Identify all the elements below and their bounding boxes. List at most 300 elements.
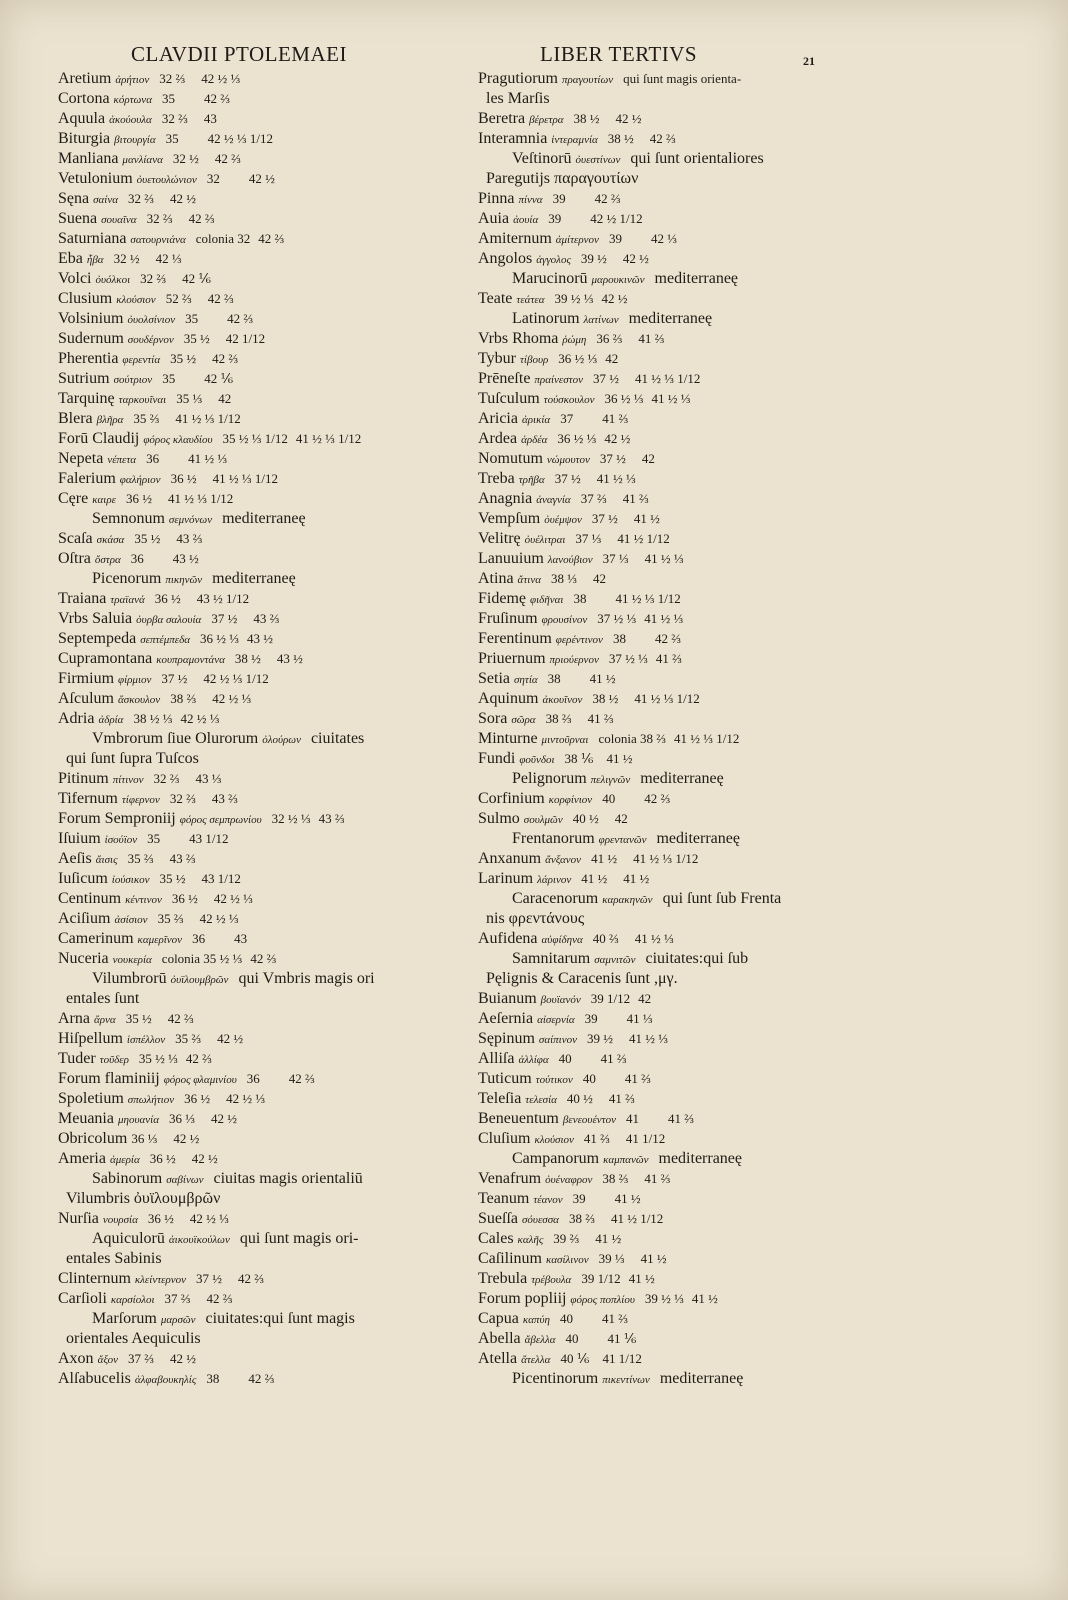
longitude-value: 41 <box>626 1111 639 1126</box>
greek-name: φιδῆναι <box>530 594 564 606</box>
place-entry <box>58 589 458 609</box>
place-name: Forum popliĳ <box>478 1290 567 1307</box>
longitude-value: 36 <box>246 1071 260 1086</box>
region-description: mediterraneę <box>658 1150 742 1167</box>
place-entry <box>478 749 838 769</box>
latitude-value: 42 ½ ⅓ <box>213 891 253 906</box>
latitude-value: 41 ½ ⅓ <box>651 391 691 406</box>
greek-name: ἀσίσιον <box>114 914 148 926</box>
place-name: Corfinium <box>478 790 545 807</box>
greek-name: ἀρικία <box>521 414 551 426</box>
latitude-value: 41 ½ <box>623 871 650 886</box>
place-name: Manliana <box>58 150 119 167</box>
longitude-value: 35 <box>165 131 179 146</box>
greek-name: ἄτινα <box>517 574 541 586</box>
greek-name: τίβουρ <box>519 354 549 366</box>
latitude-value: 41 ½ 1/12 <box>617 531 670 546</box>
place-name: Meuania <box>58 1110 114 1127</box>
place-entry <box>478 109 838 129</box>
greek-name: τοῦδερ <box>99 1054 129 1066</box>
latitude-value: 41 ½ ⅓ <box>634 931 674 946</box>
latitude-value: 43 <box>234 931 248 946</box>
longitude-value: 37 <box>560 411 574 426</box>
greek-name: σκάσα <box>96 534 125 546</box>
greek-name: φόρος ποπλίου <box>570 1294 635 1306</box>
latitude-value: 43 ⅓ <box>195 771 222 786</box>
greek-name: πικεντίνων <box>602 1374 650 1386</box>
longitude-value: 40 ⅔ <box>592 931 619 946</box>
latitude-value: 42 ⅔ <box>288 1071 315 1086</box>
latitude-value: 42 ⅔ <box>207 291 234 306</box>
place-entry <box>478 469 838 489</box>
region-description: ciuitas magis orientaliū <box>213 1170 363 1187</box>
greek-name: ὀυέλιτραι <box>524 534 566 546</box>
place-entry <box>478 429 838 449</box>
region-name: Caracenorum <box>512 890 599 907</box>
place-entry <box>478 289 838 309</box>
place-name: Cluſium <box>478 1130 531 1147</box>
latitude-value: 41 ½ 1/12 <box>610 1211 664 1226</box>
longitude-value: 38 ½ <box>607 131 634 146</box>
latitude-value: 42 ⅔ <box>185 1051 212 1066</box>
longitude-value: 39 <box>548 211 562 226</box>
greek-name: κορφίνιον <box>548 794 593 806</box>
longitude-value: 36 ½ <box>154 591 181 606</box>
running-head-left: CLAVDII PTOLEMAEI <box>131 42 347 66</box>
place-entry <box>478 369 838 389</box>
place-name: Centinum <box>58 890 122 907</box>
region-heading <box>58 1309 458 1329</box>
latitude-value: 43 ⅔ <box>318 811 345 826</box>
continuation-line: Pęlignis & Caracenis ſunt ,μγ. <box>486 970 678 987</box>
region-name: Picenorum <box>92 570 162 587</box>
greek-name: βουϊανόν <box>540 994 581 1006</box>
greek-name: καρακηνῶν <box>602 894 653 906</box>
longitude-value: 37 ⅔ <box>580 491 607 506</box>
longitude-value: 35 ½ <box>159 871 186 886</box>
place-name: Adria <box>58 710 95 727</box>
place-name: Aufidena <box>478 930 538 947</box>
greek-name: ἀρδέα <box>521 434 548 446</box>
place-name: Venafrum <box>478 1170 542 1187</box>
place-entry <box>478 1229 838 1249</box>
longitude-value: 39 1/12 <box>590 991 631 1006</box>
region-name: Sabinorum <box>92 1170 163 1187</box>
place-entry <box>478 1169 838 1189</box>
longitude-value: 35 ½ <box>170 351 197 366</box>
longitude-value: 35 <box>147 831 161 846</box>
place-name: Cupramontana <box>58 650 153 667</box>
longitude-value: 38 <box>206 1371 220 1386</box>
latitude-value: 41 ⅔ <box>587 711 614 726</box>
region-name: Marſorum <box>92 1310 157 1327</box>
latitude-value: 43 1/12 <box>201 871 241 886</box>
greek-name: ὀλούρων <box>262 734 301 746</box>
longitude-value: 37 ⅔ <box>164 1291 191 1306</box>
region-name: Samnitarum <box>512 950 591 967</box>
longitude-value: 38 ⅔ <box>602 1171 629 1186</box>
greek-name: αὐφίδηνα <box>541 934 583 946</box>
greek-name: ὄστρα <box>94 554 121 566</box>
place-name: Minturne <box>478 730 538 747</box>
latitude-value: 43 ½ <box>172 551 199 566</box>
place-name: Forū Claudij <box>58 430 140 447</box>
latitude-value: 42 ⅓ <box>650 231 677 246</box>
place-name: Nomutum <box>478 450 543 467</box>
longitude-value: 35 ⅔ <box>175 1031 202 1046</box>
left-column <box>58 69 458 1389</box>
longitude-value: 35 <box>161 91 175 106</box>
greek-name: ἀδρία <box>98 714 124 726</box>
place-name: Carſioli <box>58 1290 107 1307</box>
place-entry <box>58 69 458 89</box>
longitude-value: 32 ⅔ <box>146 211 173 226</box>
longitude-value: 37 ½ <box>196 1271 223 1286</box>
region-heading <box>58 1169 458 1189</box>
place-name: Fruſinum <box>478 610 538 627</box>
greek-name: σαμνιτῶν <box>594 954 636 966</box>
greek-name: κλούσιον <box>116 294 156 306</box>
latitude-value: 42 ½ <box>173 1131 200 1146</box>
place-entry <box>478 809 838 829</box>
place-entry <box>58 189 458 209</box>
place-entry <box>478 709 838 729</box>
longitude-value: 38 ⅔ <box>170 691 197 706</box>
longitude-value: 39 ½ <box>580 251 607 266</box>
greek-name: ἄβελλα <box>524 1334 556 1346</box>
latitude-value: 42 ½ <box>191 1151 218 1166</box>
longitude-value: 37 ½ <box>599 451 626 466</box>
place-entry <box>58 1129 458 1149</box>
latitude-value: 42 <box>218 391 232 406</box>
latitude-value: 42 ½ <box>217 1031 244 1046</box>
latitude-value: 42 ⅔ <box>206 1291 233 1306</box>
latitude-value: 41 ½ <box>589 671 616 686</box>
greek-name: καλῆς <box>517 1234 544 1246</box>
place-entry <box>478 1009 838 1029</box>
region-heading <box>58 509 458 529</box>
greek-name: σούτριον <box>113 374 153 386</box>
longitude-value: 40 <box>565 1331 579 1346</box>
latitude-value: 41 ½ ⅓ <box>644 551 684 566</box>
latitude-value: 42 <box>605 351 619 366</box>
latitude-value: 42 ½ <box>615 111 642 126</box>
place-name: Blera <box>58 410 93 427</box>
greek-name: ἄισις <box>95 854 118 866</box>
place-name: Atella <box>478 1350 518 1367</box>
longitude-value: 32 ⅔ <box>140 271 167 286</box>
longitude-value: 36 ½ <box>149 1151 176 1166</box>
longitude-value: 41 ½ <box>581 871 608 886</box>
place-name: Trebula <box>478 1270 528 1287</box>
region-name: Vmbrorum ſiue Olurorum <box>92 730 259 747</box>
place-name: Auia <box>478 210 510 227</box>
greek-name: σουαῖνα <box>101 214 137 226</box>
place-entry <box>58 449 458 469</box>
longitude-value: 35 ½ <box>125 1011 152 1026</box>
latitude-value: 41 ½ ⅓ 1/12 <box>674 731 740 746</box>
longitude-value: 37 ½ <box>211 611 238 626</box>
longitude-value: 38 ⅔ <box>545 711 572 726</box>
greek-name: ταρκουῖναι <box>118 394 167 406</box>
latitude-value: 42 ⅔ <box>203 91 230 106</box>
longitude-value: 36 ⅓ <box>169 1111 195 1126</box>
greek-name: κέντινον <box>125 894 162 906</box>
place-name: Saturniana <box>58 230 127 247</box>
longitude-value: 32 ⅔ <box>128 191 155 206</box>
longitude-value: 39 ½ ⅓ <box>554 291 594 306</box>
latitude-value: 42 ⅔ <box>654 631 681 646</box>
longitude-value: 40 <box>559 1311 573 1326</box>
place-entry <box>58 229 458 249</box>
place-name: Pitinum <box>58 770 109 787</box>
place-name: Axon <box>58 1350 94 1367</box>
place-entry <box>58 709 458 729</box>
place-name: Septempeda <box>58 630 137 647</box>
place-entry <box>58 369 458 389</box>
latitude-value: 41 ⅔ <box>622 491 649 506</box>
place-entry <box>478 869 838 889</box>
place-entry <box>478 689 838 709</box>
place-name: Aeſis <box>58 850 92 867</box>
place-entry <box>58 1349 458 1369</box>
greek-name: ἰούσικον <box>111 874 150 886</box>
longitude-value: 38 <box>573 591 587 606</box>
greek-name: ὀυέμψον <box>544 514 582 526</box>
longitude-value: 32 ⅔ <box>169 791 196 806</box>
longitude-value: 37 ½ <box>591 511 618 526</box>
longitude-value: 36 ½ ⅓ <box>557 431 597 446</box>
region-heading <box>478 149 838 169</box>
latitude-value: 42 ½ ⅓ <box>199 911 239 926</box>
place-name: Interamnia <box>478 130 548 147</box>
greek-name: πικηνῶν <box>165 574 203 586</box>
longitude-value: 32 ½ <box>113 251 140 266</box>
greek-name: πελιγνῶν <box>590 774 631 786</box>
greek-name: τεάτεα <box>516 294 545 306</box>
greek-name: ἰντεραμνία <box>551 134 598 146</box>
place-entry <box>58 829 458 849</box>
latitude-value: 42 ⅔ <box>644 791 671 806</box>
place-entry <box>58 89 458 109</box>
longitude-value: 32 ⅔ <box>153 771 180 786</box>
place-entry <box>58 529 458 549</box>
place-name: Tuſculum <box>478 390 540 407</box>
latitude-value: 42 ⅔ <box>649 131 676 146</box>
latitude-value: 42 <box>614 811 628 826</box>
latitude-value: 41 ½ ⅓ 1/12 <box>295 431 362 446</box>
latitude-value: 41 ⅔ <box>624 1071 651 1086</box>
region-description: qui ſunt magis ori- <box>239 1230 359 1247</box>
place-name: Spoletium <box>58 1090 124 1107</box>
longitude-value: 39 <box>608 231 622 246</box>
latitude-value: 41 ⅔ <box>608 1091 635 1106</box>
place-entry <box>58 789 458 809</box>
place-entry <box>58 1009 458 1029</box>
place-entry <box>478 789 838 809</box>
place-entry <box>58 909 458 929</box>
latitude-value: 41 ½ ⅓ <box>188 451 228 466</box>
longitude-value: 36 <box>192 931 206 946</box>
place-name: Teanum <box>478 1190 530 1207</box>
place-name: Aretium <box>58 70 112 87</box>
longitude-value: 38 ½ <box>234 651 261 666</box>
longitude-value: 39 <box>584 1011 598 1026</box>
latitude-value: 41 1/12 <box>625 1131 666 1146</box>
place-entry <box>478 189 838 209</box>
region-heading <box>478 309 838 329</box>
place-name: Prēneſte <box>478 370 531 387</box>
place-entry <box>58 329 458 349</box>
latitude-value: 42 ½ ⅓ <box>226 1091 266 1106</box>
place-entry <box>478 669 838 689</box>
place-name: Cęre <box>58 490 89 507</box>
place-entry <box>58 1069 458 1089</box>
greek-name: σῶρα <box>511 714 536 726</box>
greek-name: τραϊανά <box>110 594 145 606</box>
place-name: Treba <box>478 470 515 487</box>
longitude-value: 36 <box>146 451 160 466</box>
longitude-value: 39 <box>572 1191 586 1206</box>
place-name: Vempſum <box>478 510 541 527</box>
place-entry <box>478 449 838 469</box>
place-entry <box>478 389 838 409</box>
longitude-value: 37 ⅔ <box>127 1351 154 1366</box>
greek-name: τελεσία <box>525 1094 557 1106</box>
longitude-value: 41 ⅔ <box>583 1131 610 1146</box>
longitude-value: 36 ½ ⅓ <box>558 351 598 366</box>
place-name: Pherentia <box>58 350 119 367</box>
greek-name: ἱσπέλλον <box>126 1034 166 1046</box>
region-description: ciuitates <box>310 730 365 747</box>
greek-name: σπωλήτιον <box>127 1094 175 1106</box>
place-name: Amiternum <box>478 230 552 247</box>
region-description: ciuitates:qui ſunt magis <box>205 1310 355 1327</box>
greek-name: φρεντανῶν <box>598 834 647 846</box>
running-head-center: LIBER TERTIVS <box>540 42 698 66</box>
greek-name: σαίπινον <box>538 1034 577 1046</box>
region-heading <box>478 269 838 289</box>
place-name: Clusium <box>58 290 113 307</box>
right-column <box>478 69 838 1389</box>
longitude-value: 37 ½ <box>593 371 620 386</box>
longitude-value: 39 <box>552 191 566 206</box>
place-entry <box>58 389 458 409</box>
region-name: Marucinorū <box>512 270 588 287</box>
latitude-value: 41 ⅔ <box>600 1051 627 1066</box>
greek-name: φαλήριον <box>119 474 161 486</box>
longitude-value: 36 ½ <box>184 1091 211 1106</box>
longitude-value: 35 ½ <box>134 531 161 546</box>
place-entry <box>478 69 838 89</box>
place-name: Fidemę <box>478 590 526 607</box>
continuation-line: nis φρεντάνους <box>486 910 585 927</box>
greek-name: ὀυόλκοι <box>95 274 131 286</box>
place-name: Volci <box>58 270 92 287</box>
greek-name: αἰσερνία <box>537 1014 575 1026</box>
greek-name: καρσίολοι <box>110 1294 155 1306</box>
place-name: Teate <box>478 290 513 307</box>
greek-name: ἄξον <box>97 1354 118 1366</box>
greek-name: λάρινον <box>537 874 572 886</box>
longitude-value: 35 ⅔ <box>133 411 160 426</box>
greek-name: ὀυϊλουμβρῶν <box>170 974 229 986</box>
region-description: ciuitates:qui ſub <box>645 950 749 967</box>
place-entry <box>478 1189 838 1209</box>
greek-name: ἀκούουλα <box>109 114 152 126</box>
longitude-value: 36 ⅓ <box>131 1131 158 1146</box>
longitude-value: 38 ½ <box>592 691 619 706</box>
place-entry <box>478 1289 838 1309</box>
longitude-value: 37 ⅓ <box>575 531 602 546</box>
longitude-value: 36 ½ ⅓ <box>200 631 239 646</box>
longitude-value: 35 ½ <box>183 331 210 346</box>
greek-name: πίτινον <box>112 774 144 786</box>
place-name: Alſabucelis <box>58 1370 131 1387</box>
latitude-value: 42 ⅔ <box>212 351 239 366</box>
region-name: Semnonum <box>92 510 165 527</box>
greek-name: πραίνεστον <box>534 374 584 386</box>
longitude-value: 32 ⅔ <box>161 111 188 126</box>
place-entry <box>478 1349 838 1369</box>
greek-name: μανλίανα <box>122 154 163 166</box>
place-name: Nuceria <box>58 950 109 967</box>
place-entry <box>58 629 458 649</box>
place-name: Sudernum <box>58 330 124 347</box>
greek-name: σητία <box>514 674 538 686</box>
place-entry <box>478 1069 838 1089</box>
place-name: Sueſſa <box>478 1210 518 1227</box>
latitude-value: 41 ½ <box>633 511 660 526</box>
region-description: mediterraneę <box>640 770 724 787</box>
greek-name: μαρουκινῶν <box>591 274 645 286</box>
greek-name: καιρε <box>92 494 116 506</box>
greek-name: βενεουέντον <box>562 1114 616 1126</box>
longitude-value: 38 ½ <box>573 111 600 126</box>
place-entry <box>478 1209 838 1229</box>
place-name: Volsinium <box>58 310 124 327</box>
longitude-value: 39 ½ ⅓ <box>644 1291 684 1306</box>
greek-name: σατουρνιάνα <box>130 234 186 246</box>
greek-name: ὀυετουλώνιον <box>136 174 197 186</box>
place-name: Tarquinę <box>58 390 115 407</box>
greek-name: σεπτέμπεδα <box>140 634 190 646</box>
place-entry <box>478 569 838 589</box>
place-name: Camerinum <box>58 930 134 947</box>
latitude-value: 41 ⅔ <box>668 1111 694 1126</box>
latitude-value: 42 ⅙ <box>182 271 211 286</box>
place-name: Cortona <box>58 90 110 107</box>
region-name: Vilumbrorū <box>92 970 167 987</box>
place-entry <box>478 349 838 369</box>
greek-name: σουλμῶν <box>523 814 563 826</box>
region-description: qui ſunt orientaliores <box>630 150 764 167</box>
place-entry <box>58 849 458 869</box>
latitude-value: 41 ½ ⅓ 1/12 <box>633 851 699 866</box>
latitude-value: 42 <box>641 451 655 466</box>
place-entry <box>478 1309 838 1329</box>
greek-name: κασίλινον <box>546 1254 589 1266</box>
place-name: Nurſia <box>58 1210 99 1227</box>
place-entry <box>58 1049 458 1069</box>
place-entry <box>478 1329 838 1349</box>
place-name: Forum Semproniĳ <box>58 810 176 827</box>
place-name: Scaſa <box>58 530 93 547</box>
place-name: Hiſpellum <box>58 1030 123 1047</box>
greek-name: νώμουτον <box>546 454 590 466</box>
greek-name: φόρος κλαυδίου <box>143 434 213 446</box>
region-description: mediterraneę <box>628 310 713 327</box>
